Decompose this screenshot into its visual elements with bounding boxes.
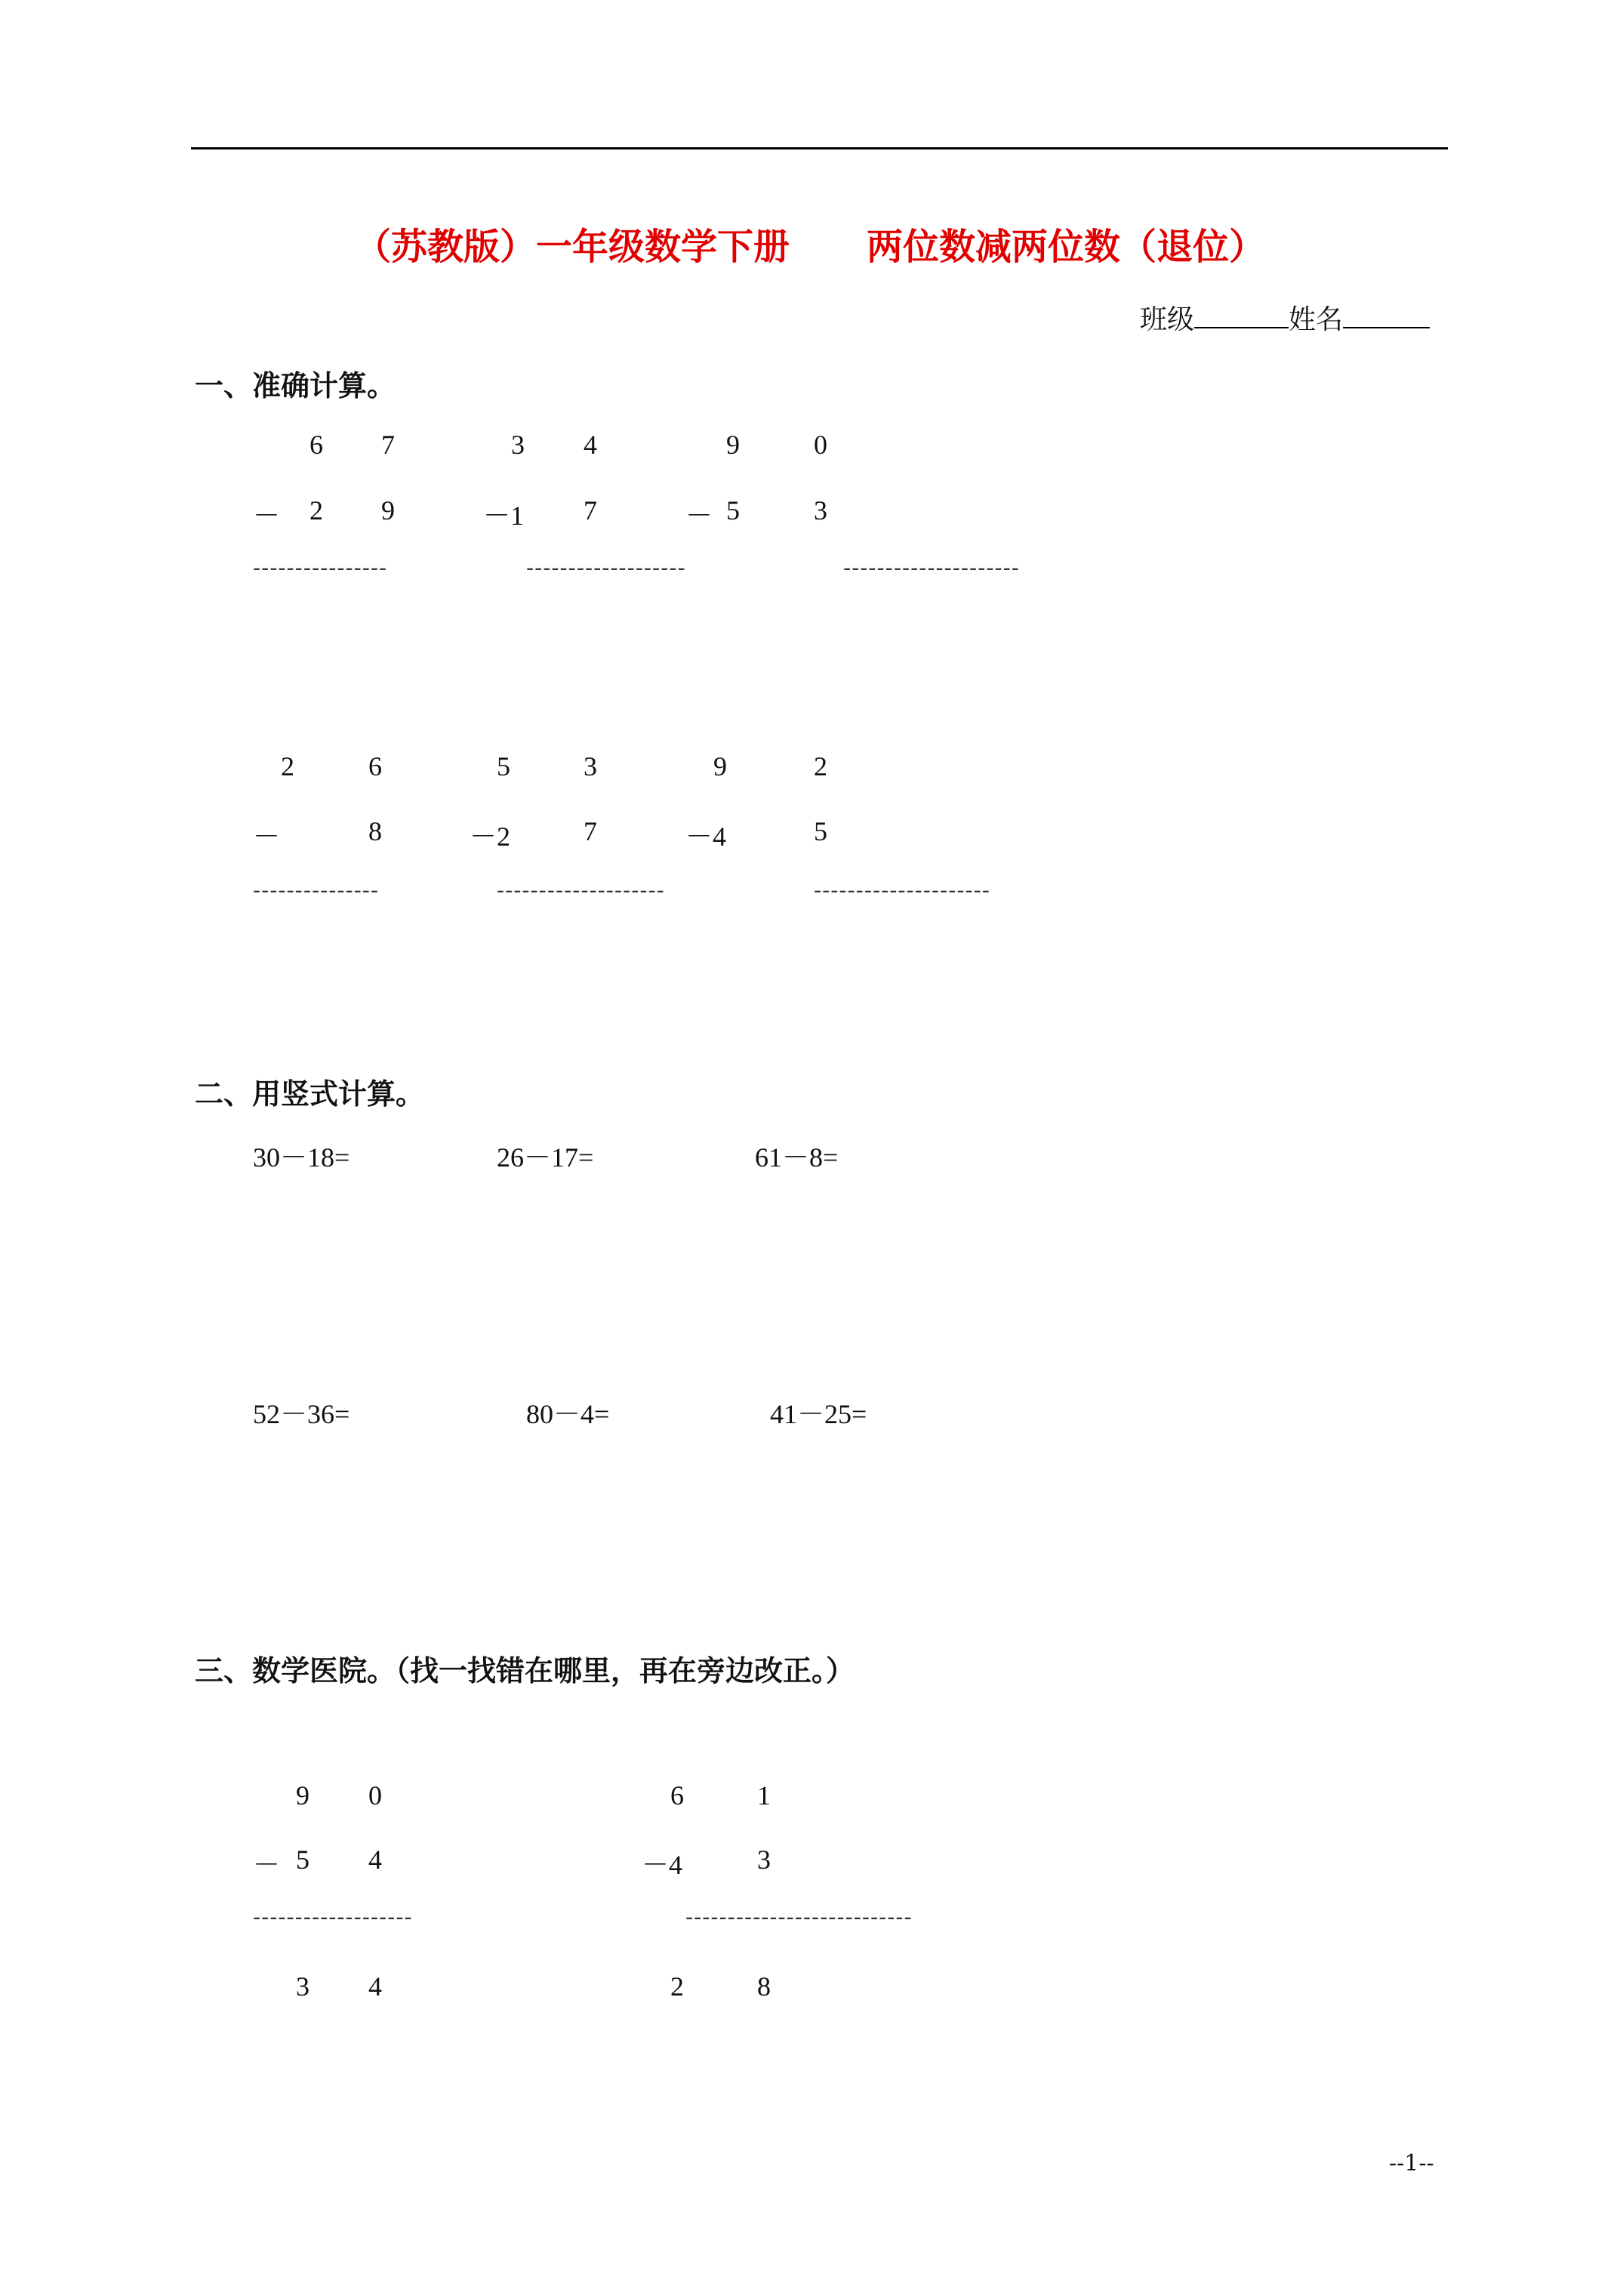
title-right: 两位数减两位数（退位） bbox=[867, 226, 1266, 268]
s1r2-line: --------------------- bbox=[814, 877, 990, 904]
s1r1-top: 0 bbox=[814, 430, 827, 460]
section3-heading: 三、数学医院。（找一找错在哪里，再在旁边改正。） bbox=[195, 1653, 855, 1687]
s1r2-bottom: 5 bbox=[814, 816, 827, 846]
class-label: 班级 bbox=[1140, 304, 1195, 335]
s2-problem: 41－25= bbox=[770, 1399, 867, 1429]
s1r2-minus: －2 bbox=[470, 821, 511, 852]
s1r1-minus: － bbox=[685, 501, 713, 531]
s1r2-minus: － bbox=[253, 821, 281, 852]
s1r2-minus: －4 bbox=[685, 821, 727, 852]
class-blank[interactable] bbox=[1194, 301, 1289, 328]
s3p1-result: 3 bbox=[296, 1971, 310, 2002]
s3p2-top: 1 bbox=[757, 1780, 771, 1811]
s3p2-minus: －4 bbox=[642, 1850, 683, 1880]
header-rule bbox=[191, 147, 1448, 149]
section2-heading: 二、用竖式计算。 bbox=[195, 1077, 425, 1111]
s1r1-minus: － bbox=[253, 501, 281, 531]
s1r2-top: 6 bbox=[368, 751, 382, 781]
section1-heading: 一、准确计算。 bbox=[195, 368, 396, 402]
s1r1-bottom: 3 bbox=[814, 495, 827, 525]
s1r1-top: 3 bbox=[511, 430, 525, 460]
s1r1-bottom: 5 bbox=[726, 495, 740, 525]
s3p2-line: --------------------------- bbox=[685, 1904, 913, 1931]
s1r1-top: 6 bbox=[310, 430, 323, 460]
s1r1-minus: －1 bbox=[483, 501, 525, 531]
s3p2-bottom: 3 bbox=[757, 1845, 771, 1875]
s1r1-line: ------------------- bbox=[526, 555, 686, 581]
name-blank[interactable] bbox=[1343, 301, 1430, 328]
s2-problem: 80－4= bbox=[526, 1399, 610, 1429]
page-number: --1-- bbox=[1389, 2150, 1434, 2177]
s1r1-bottom: 7 bbox=[584, 495, 597, 525]
s1r1-line: ---------------- bbox=[253, 555, 388, 581]
s2-problem: 52－36= bbox=[253, 1399, 350, 1429]
s1r1-top: 9 bbox=[726, 430, 740, 460]
name-label: 姓名 bbox=[1289, 304, 1344, 335]
s1r2-top: 2 bbox=[281, 751, 294, 781]
s3p2-result: 8 bbox=[757, 1971, 771, 2002]
s3p1-result: 4 bbox=[368, 1971, 382, 2002]
s3p2-result: 2 bbox=[670, 1971, 684, 2002]
s3p1-bottom: 4 bbox=[368, 1845, 382, 1875]
s1r1-line: --------------------- bbox=[843, 555, 1020, 581]
s2-problem: 61－8= bbox=[755, 1142, 839, 1173]
s3p1-top: 9 bbox=[296, 1780, 310, 1811]
s2-problem: 30－18= bbox=[253, 1142, 350, 1173]
s3p1-minus: － bbox=[253, 1850, 281, 1880]
s1r1-top: 4 bbox=[584, 430, 597, 460]
s1r2-top: 2 bbox=[814, 751, 827, 781]
title-left: （苏教版）一年级数学下册 bbox=[355, 226, 790, 268]
s1r2-line: --------------- bbox=[253, 877, 380, 904]
s1r2-line: -------------------- bbox=[497, 877, 665, 904]
s3p2-top: 6 bbox=[670, 1780, 684, 1811]
s1r2-top: 5 bbox=[497, 751, 510, 781]
s1r2-top: 3 bbox=[584, 751, 597, 781]
s3p1-top: 0 bbox=[368, 1780, 382, 1811]
s1r2-bottom: 7 bbox=[584, 816, 597, 846]
class-name-line bbox=[1140, 298, 1430, 337]
s3p1-line: ------------------- bbox=[253, 1904, 413, 1931]
s1r1-top: 7 bbox=[381, 430, 395, 460]
s2-problem: 26－17= bbox=[497, 1142, 594, 1173]
s3p1-bottom: 5 bbox=[296, 1845, 310, 1875]
s1r1-bottom: 9 bbox=[381, 495, 395, 525]
s1r2-top: 9 bbox=[713, 751, 727, 781]
s1r1-bottom: 2 bbox=[310, 495, 323, 525]
s1r2-bottom: 8 bbox=[368, 816, 382, 846]
